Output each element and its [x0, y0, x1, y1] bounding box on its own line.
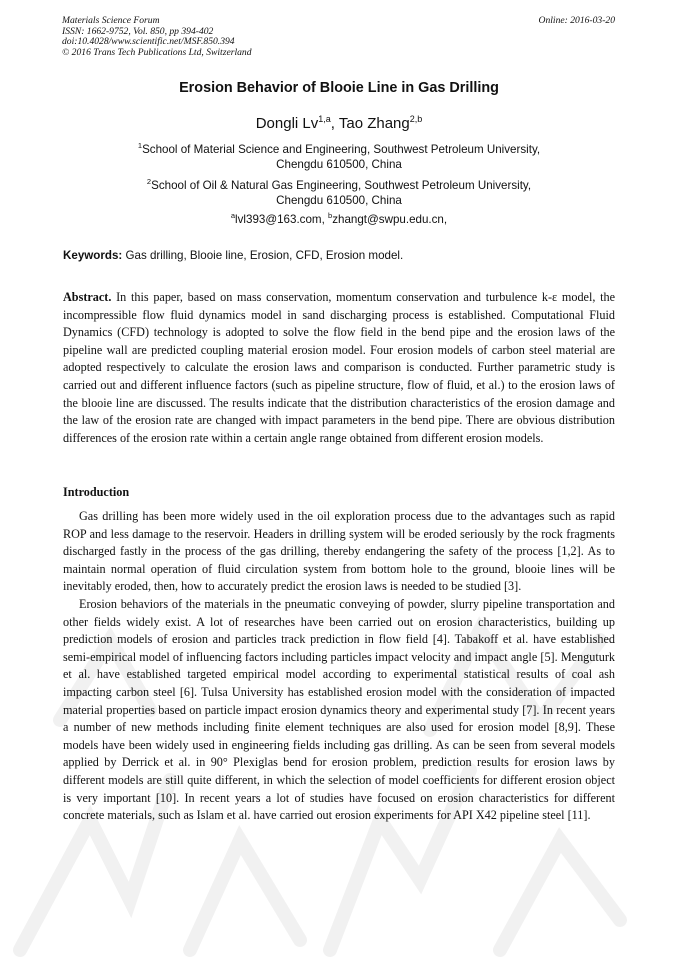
author-emails [0, 211, 678, 226]
abstract-text: In this paper, based on mass conservation, momentum conservation and turbulence k-ε model, the incompressible flow fluid dynamics model in sand discharging process is established. Computational Fluid Dynamics (CFD) technology is adopted to solve the flow field in the bend pipe and the erosion laws of the pipeline wall are predicted coupling material erosion model. Four erosion models of carbon steel material are adopted respectively to calculate the erosion laws and comparison is conducted. Further parametric study is carried out and different influence factors (such as pipeline structure, flow of fluid, et al.) to the erosion laws of the blooie line are discussed. The results indicate that the distribution characteristics of the erosion damage and the law of the erosion rate are changed with impact parameters in the bend pipe. There are obvious distribution differences of the erosion rate within a certain angle range obtained from different erosion models. [63, 290, 615, 445]
online-date: Online: 2016-03-20 [538, 15, 615, 26]
issn-line: ISSN: 1662-9752, Vol. 850, pp 394-402 [62, 25, 214, 37]
author-name: Tao Zhang [338, 115, 410, 132]
copyright-line: © 2016 Trans Tech Publications Ltd, Switzerland [62, 46, 252, 58]
keywords-label: Keywords: [63, 249, 123, 262]
affiliation-superscript: 2 [146, 177, 152, 186]
keywords-text: Gas drilling, Blooie line, Erosion, CFD, Erosion model. [122, 249, 404, 262]
email-a: lvl393@163.com, [235, 212, 329, 226]
email-b: zhangt@swpu.edu.cn, [332, 212, 448, 226]
affiliation-1 [0, 138, 678, 173]
paragraph: Erosion behaviors of the materials in the pneumatic conveying of powder, slurry pipeline transportation and other fields widely exist. A lot of researches have been carried out on erosion characteristics, building up prediction models of erosion and particles track prediction in flow field [4]. Tabakoff et al. have established semi-empirical model of influencing factors including particles impact velocity and impact angle [5]. Menguturk et al. have established targeted empirical model according to experimental statistical results of coal ash impacting carbon steel [6]. Tulsa University has established erosion model with the consideration of impacted material properties based on particle impact erosion dynamics theory and experimental study [7]. In recent years a number of new methods including finite element techniques are also used for erosion model [8,9]. These models have been widely used in engineering fields including gas drilling. As can be seen from several models applied by Derrick et al. in 90° Plexiglas bend for erosion problem, prediction results for erosion laws by different models are still quite different, in which the selection of model coefficients for different erosion object is very important [10]. In recent years a lot of studies have focused on erosion characteristics for different concrete materials, such as Islam et al. have carried out erosion experiments for API X42 pipeline steel [11]. [63, 596, 615, 823]
email-superscript: a [230, 211, 236, 220]
paragraph: Gas drilling has been more widely used in the oil exploration process due to the advantages such as rapid ROP and less damage to the reservoir. Headers in drilling system will be eroded seriously by the rock fragments discharged fastly in the process of the gas drilling, thereby endangering the safety of the process [1,2]. As to maintain normal operation of fluid circulation system from bottom hole to the ground, blooie lines will be inevitably eroded, then, how to accurately predict the erosion laws is needed to be studied [3]. [63, 509, 615, 594]
affiliation-line: Chengdu 610500, China [276, 158, 402, 172]
abstract-label: Abstract. [63, 290, 112, 304]
author-superscript: 2,b [409, 114, 423, 124]
author-line [0, 114, 678, 132]
affiliation-line: School of Oil & Natural Gas Engineering, Southwest Petroleum University, [151, 178, 532, 192]
author-separator: , [330, 115, 339, 132]
affiliation-superscript: 1 [137, 141, 143, 150]
keywords [63, 249, 615, 262]
paper-title: Erosion Behavior of Blooie Line in Gas Drilling [179, 80, 499, 96]
affiliation-2 [0, 174, 678, 209]
doi-line: doi:10.4028/www.scientific.net/MSF.850.394 [62, 36, 235, 48]
author-superscript: 1,a [318, 114, 331, 124]
introduction-body [63, 508, 615, 825]
email-superscript: b [328, 211, 333, 220]
introduction-heading: Introduction [63, 485, 130, 499]
journal-name: Materials Science Forum [62, 15, 160, 26]
affiliation-line: Chengdu 610500, China [276, 194, 402, 208]
affiliation-line: School of Material Science and Engineering, Southwest Petroleum University, [142, 142, 541, 156]
journal-header [62, 16, 252, 58]
author-name: Dongli Lv [255, 115, 319, 132]
abstract [63, 289, 615, 447]
